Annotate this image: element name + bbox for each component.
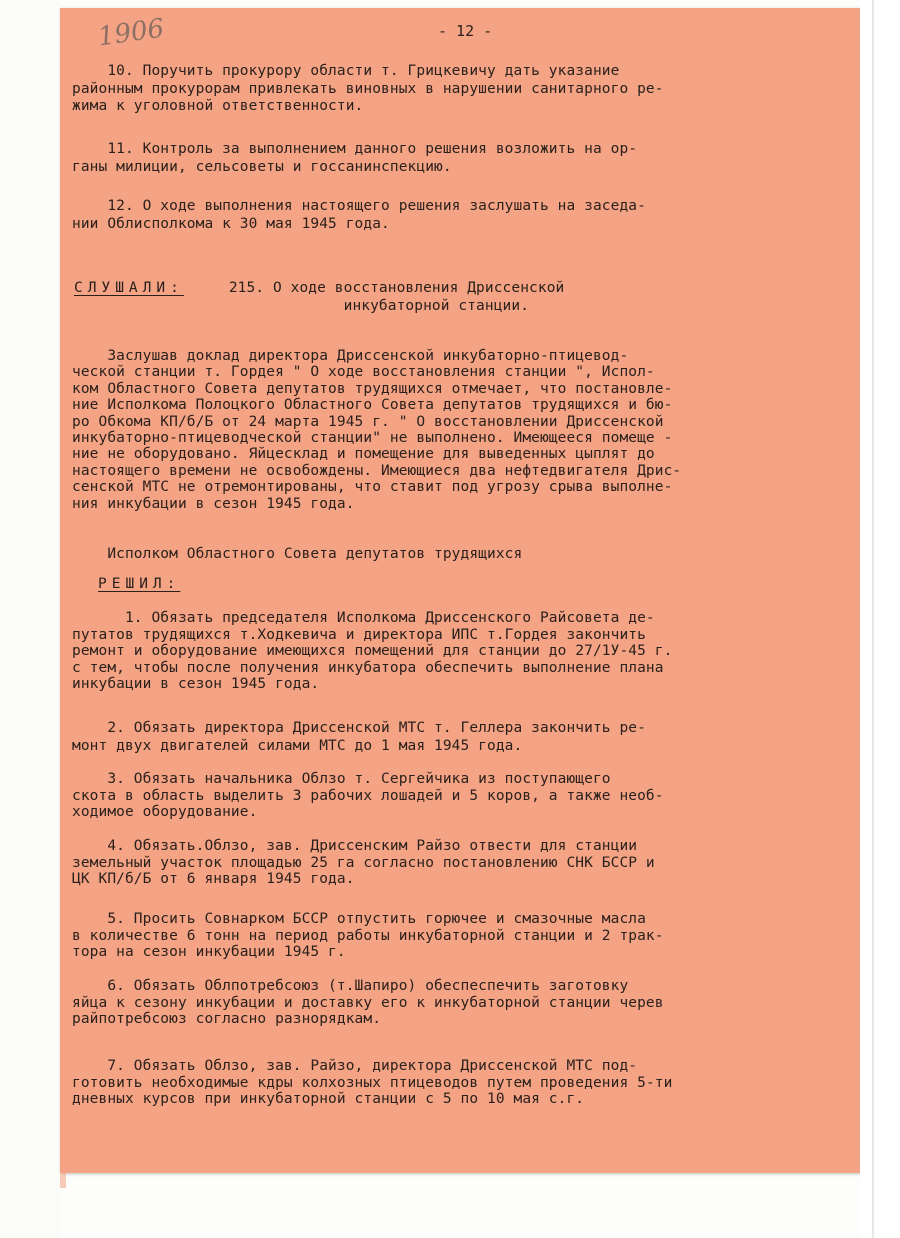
executive-committee-line: Исполком Областного Совета депутатов трудящихся	[72, 546, 523, 562]
pencil-archive-note: 1906	[96, 13, 166, 53]
item-12: 12. О ходе выполнения настоящего решения заслушать на заседа- нии Облисполкома к 30 мая 1945 года.	[72, 198, 646, 232]
heard-agenda-item: 215. О ходе восстановления Дриссенской инкубаторной станции.	[228, 280, 565, 314]
decision-4: 4. Обязать.Облзо, зав. Дриссенским Райзо отвести для станции земельный участок площадью 25 га согласно постановлению СНК БССР и ЦК КП/б/Б от 6 января 1945 года.	[72, 838, 655, 888]
decision-5: 5. Просить Совнарком БССР отпустить горючее и смазочные масла в количестве 6 тонн на период работы инкубаторной станции и 2 трак- тора на сезон инкубации 1945 г.	[72, 911, 664, 961]
page-binding-margin	[0, 0, 60, 1238]
heard-label: СЛУШАЛИ:	[74, 280, 184, 296]
report-paragraph: Заслушав доклад директора Дриссенской инкубаторно-птицевод- ческой станции т. Гордея " О ходе восстановления станции ", Испол- ком Областного Совета депутатов трудящихся отмечает, что постановле- ние Исполкома Полоцкого Областного Совета депутатов трудящихся и бю- ро Обкома КП/б/Б от 24 марта 1945 г. " О восстановлении Дриссенской инкубаторно-птицеводческой станции" не выполнено. Имеющееся помеще - ние не оборудовано. Яйцесклад и помещение для выведенных цыплят до настоящего времени не освобождены. Имеющиеся два нефтедвигателя Дрис- сенской МТС не отремонтированы, что ставит под угрозу срыва выполне- ния инкубации в сезон 1945 года.	[72, 348, 682, 512]
decision-6: 6. Обязать Облпотребсоюз (т.Шапиро) обеспеспечить заготовку яйца к сезону инкубации и доставку его к инкубаторной станции черев райпотребсоюз согласно разнорядкам.	[72, 978, 664, 1028]
scan-right-margin	[860, 0, 900, 1238]
scan-edge-line	[872, 0, 874, 1238]
decision-1: 1. Обязать председателя Исполкома Дриссенского Райсовета де- путатов трудящихся т.Ходкевича и директора ИПС т.Гордея закончить ремонт и оборудование имеющихся помещений для станции до 27/1У-45 г. с тем, чтобы после получения инкубатора обеспечить выполнение плана инкубации в сезон 1945 года.	[72, 610, 673, 693]
decision-3: 3. Обязать начальника Облзо т. Сергейчика из поступающего скота в область выделить 3 рабочих лошадей и 5 коров, а также необ- ходимое оборудование.	[72, 771, 664, 821]
page-number: - 12 -	[438, 22, 493, 40]
decision-2: 2. Обязать директора Дриссенской МТС т. Геллера закончить ре- монт двух двигателей силами МТС до 1 мая 1945 года.	[72, 720, 646, 754]
decided-label: РЕШИЛ:	[98, 576, 181, 592]
document-sheet	[60, 8, 860, 1173]
decision-7: 7. Обязать Облзо, зав. Райзо, директора Дриссенской МТС под- готовить необходимые кдры колхозных птицеводов путем проведения 5-ти дневных курсов при инкубаторной станции с 5 по 10 мая с.г.	[72, 1058, 673, 1108]
sheet-edge-shadow	[60, 8, 66, 1188]
item-10: 10. Поручить прокурору области т. Грицкевичу дать указание районным прокурорам привлекать виновных в нарушении санитарного ре- жима к уголовной ответственности.	[72, 63, 664, 114]
item-11: 11. Контроль за выполнением данного решения возложить на ор- ганы милиции, сельсоветы и госсанинспекцию.	[72, 141, 638, 175]
